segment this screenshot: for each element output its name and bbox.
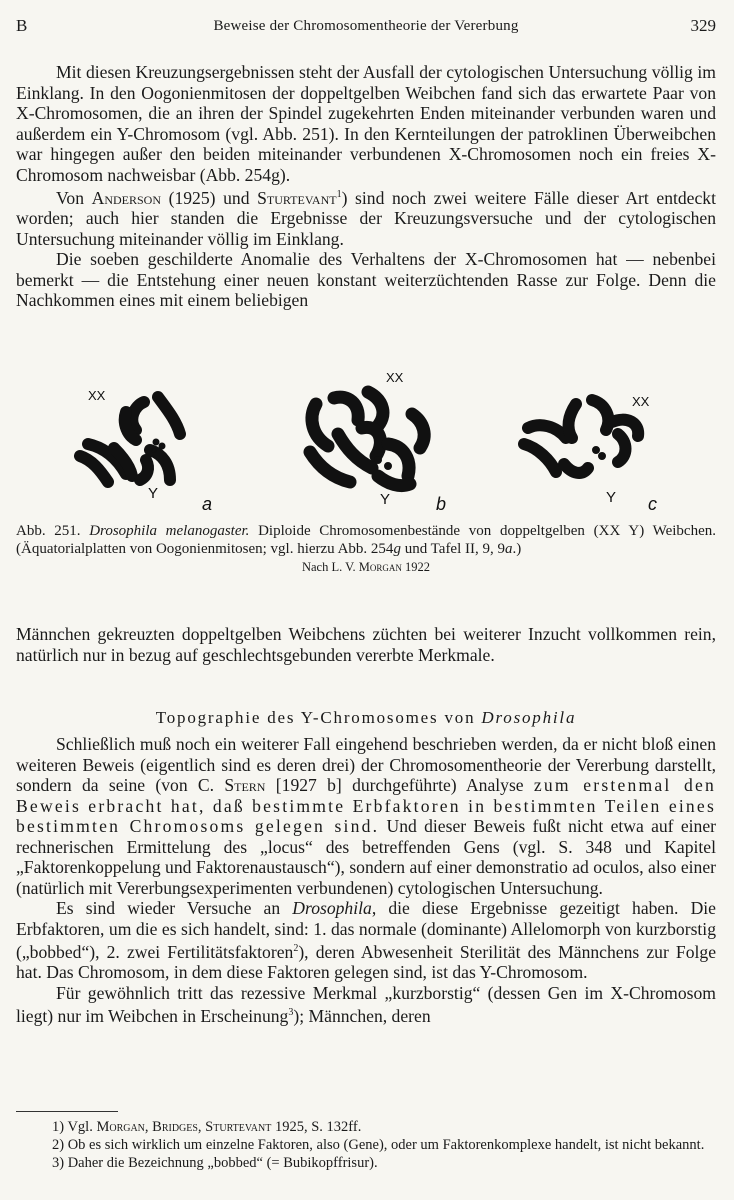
paragraph-2: Von Anderson (1925) und Sturtevant$^1$) sind noch zwei weitere Fälle dieser Art entdeckt worden; auch hier standen die Ergebnisse der Kreuzungsversuche und der cytologischen Untersuchung miteinander völlig im Einklang. xyxy=(16,187,716,249)
footnote-rule xyxy=(16,1111,118,1112)
panel-letter-c: c xyxy=(648,494,657,514)
author-sturtevant: Sturtevant xyxy=(257,187,337,208)
footnote-1: 1) Vgl. Morgan, Bridges, Sturtevant 1925, S. 132ff. xyxy=(52,1119,362,1135)
chromosome-panel-a xyxy=(80,397,180,482)
figure-credit: Nach L. V. Morgan 1922 xyxy=(301,560,431,574)
paragraph-3: Die soeben geschilderte Anomalie des Verhaltens der X-Chromosomen hat — nebenbei bemerkt — die Entstehung einer neuen konstant weiterzüchtenden Rasse zur Folge. Denn die Nachkommen eines mit einem beliebigen xyxy=(16,249,716,311)
footnote-ref-2: 2 xyxy=(293,943,299,954)
text-block-middle xyxy=(16,624,716,665)
paragraph-4: Männchen gekreuzten doppeltgelben Weibchens züchten bei weiterer Inzucht vollkommen rein, natürlich nur in bezug auf geschlechtsgebunden vererbte Merkmale. xyxy=(16,624,716,665)
label-xx-a: XX xyxy=(88,388,106,403)
label-xx-c: XX xyxy=(632,394,650,409)
spaced-emphasis: zum erstenmal den Beweis erbracht hat, daß bestimmte Erbfaktoren in bestimmten Teilen eines bestimmten Chromosoms gelegen sind. xyxy=(16,775,716,836)
paragraph-7: Für gewöhnlich tritt das rezessive Merkmal „kurzborstig“ (dessen Gen im X-Chromosom liegt) nur im Weibchen in Erscheinung$^3$); Männchen, deren xyxy=(16,982,716,1027)
signature-mark: B xyxy=(16,16,28,35)
label-y-b: Y xyxy=(380,491,391,508)
label-y-c: Y xyxy=(606,489,617,506)
text-block-top xyxy=(16,62,716,311)
author-anderson: Anderson xyxy=(91,187,162,208)
species-name: Drosophila melanogaster. xyxy=(89,523,250,539)
label-y-a: Y xyxy=(148,485,159,502)
running-title: Beweise der Chromosomentheorie der Vererbung xyxy=(213,18,519,34)
footnote-ref-1: 1 xyxy=(336,189,342,200)
chromosome-panel-c xyxy=(524,400,638,473)
footnotes xyxy=(16,1118,716,1172)
footnote-2: 2) Ob es sich wirklich um einzelne Faktoren, also (Gene), oder um Faktorenkomplexe handelt, ist nicht bekannt. xyxy=(52,1137,705,1153)
panel-letter-b: b xyxy=(436,494,447,514)
page-number: 329 xyxy=(690,16,716,35)
paragraph-1: Mit diesen Kreuzungsergebnissen steht der Ausfall der cytologischen Untersuchung völlig im Einklang. In den Oogonienmitosen der doppeltgelben Weibchen fand sich das erwartete Paar von X-Chromosomen, die an ihren der Spindel zugekehrten Enden miteinander verbunden waren und außerdem ein Y-Chromosom (vgl. Abb. 251). In den Kernteilungen der patroklinen Überweibchen war hingegen außer den beiden miteinander verbundenen X-Chromosomen noch ein freies X-Chromosom nachweisbar (Abb. 254g). xyxy=(16,62,716,185)
chromosome-panel-b xyxy=(310,392,424,486)
figure-caption: Abb. 251. Drosophila melanogaster. Diploide Chromosomenbestände von doppeltgelben (XX Y) Weibchen. (Äquatorialplatten von Oogonienmitosen; vgl. hierzu Abb. 254g und Tafel II, 9, 9a.) Nach L. V. Morgan 1922 xyxy=(16,523,716,574)
panel-letter-a: a xyxy=(202,494,213,514)
paragraph-6: Es sind wieder Versuche an Drosophila, die diese Ergebnisse gezeitigt haben. Die Erbfaktoren, um die es sich handelt, sind: 1. das normale (dominante) Allelomorph von kurzborstig („bobbed“), 2. zwei Fertilitätsfaktoren$^2$), deren Abwesenheit Sterilität des Männchens zur Folge hat. Das Chromosom, in dem diese Faktoren gelegen sind, ist das Y-Chromosom. xyxy=(16,898,717,983)
running-header xyxy=(16,16,716,40)
text-block-bottom xyxy=(16,734,716,1027)
paragraph-5: Schließlich muß noch ein weiterer Fall eingehend beschrieben werden, da er nicht bloß einen weiteren Beweis (eigentlich sind es deren drei) der Chromosomentheorie der Vererbung darstellt, sondern da seine (von C. Stern [1927 b] durchgeführte) Analyse zum erstenmal den Beweis erbracht hat, daß bestimmte Erbfaktoren in bestimmten Teilen eines bestimmten Chromosoms gelegen sind. Und dieser Beweis fußt nicht etwa auf einer rechnerischen Ermittelung des „locus“ des betreffenden Gens (vgl. S. 348 und Kapitel „Faktorenkoppelung und Faktorenaustausch“), sondern auf einer demonstratio ad oculos, also einer (natürlich mit Vererbungsexperimenten verbundenen) cytologischen Untersuchung. xyxy=(16,734,716,898)
label-xx-b: XX xyxy=(386,370,404,385)
chromosome-figure xyxy=(16,364,716,514)
section-heading: Topographie des Y-Chromosomes von Drosophila xyxy=(155,708,577,727)
footnote-ref-3: 3 xyxy=(288,1007,294,1019)
footnote-3: 3) Daher die Bezeichnung „bobbed“ (= Bubikopffrisur). xyxy=(52,1155,378,1171)
